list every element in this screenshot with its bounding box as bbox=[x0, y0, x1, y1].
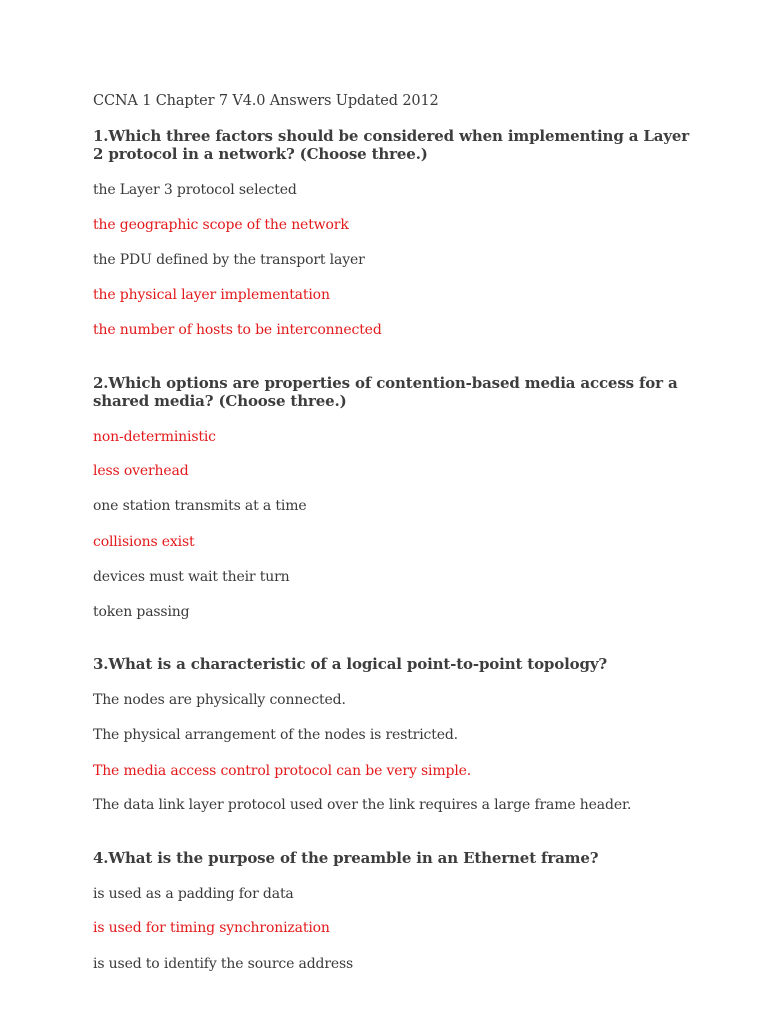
question-4-option-1: is used as a padding for data bbox=[93, 886, 294, 902]
document-title: CCNA 1 Chapter 7 V4.0 Answers Updated 2012 bbox=[93, 93, 439, 109]
question-2-option-4: collisions exist bbox=[93, 534, 195, 550]
question-2: 2.Which options are properties of contention-based media access for a shared media? (Choose three.) bbox=[93, 374, 678, 410]
question-3-option-3: The media access control protocol can be very simple. bbox=[93, 763, 472, 779]
question-3-option-2: The physical arrangement of the nodes is restricted. bbox=[93, 727, 458, 743]
question-3-option-1: The nodes are physically connected. bbox=[93, 692, 346, 708]
question-2-option-1: non-deterministic bbox=[93, 429, 216, 445]
question-3: 3.What is a characteristic of a logical point-to-point topology? bbox=[93, 655, 608, 673]
question-2-option-3: one station transmits at a time bbox=[93, 498, 307, 514]
question-1-option-1: the Layer 3 protocol selected bbox=[93, 182, 297, 198]
question-1-option-2: the geographic scope of the network bbox=[93, 217, 349, 233]
question-3-option-4: The data link layer protocol used over the link requires a large frame header. bbox=[93, 797, 632, 813]
question-1: 1.Which three factors should be considered when implementing a Layer 2 protocol in a network? (Choose three.) bbox=[93, 127, 690, 163]
question-2-option-5: devices must wait their turn bbox=[93, 569, 290, 585]
question-4-option-3: is used to identify the source address bbox=[93, 956, 354, 972]
question-2-option-6: token passing bbox=[93, 604, 190, 620]
question-2-option-2: less overhead bbox=[93, 463, 189, 479]
question-4: 4.What is the purpose of the preamble in an Ethernet frame? bbox=[93, 849, 599, 867]
question-4-option-2: is used for timing synchronization bbox=[93, 920, 330, 936]
question-1-option-4: the physical layer implementation bbox=[93, 287, 330, 303]
question-1-option-3: the PDU defined by the transport layer bbox=[93, 252, 365, 268]
question-1-option-5: the number of hosts to be interconnected bbox=[93, 322, 382, 338]
